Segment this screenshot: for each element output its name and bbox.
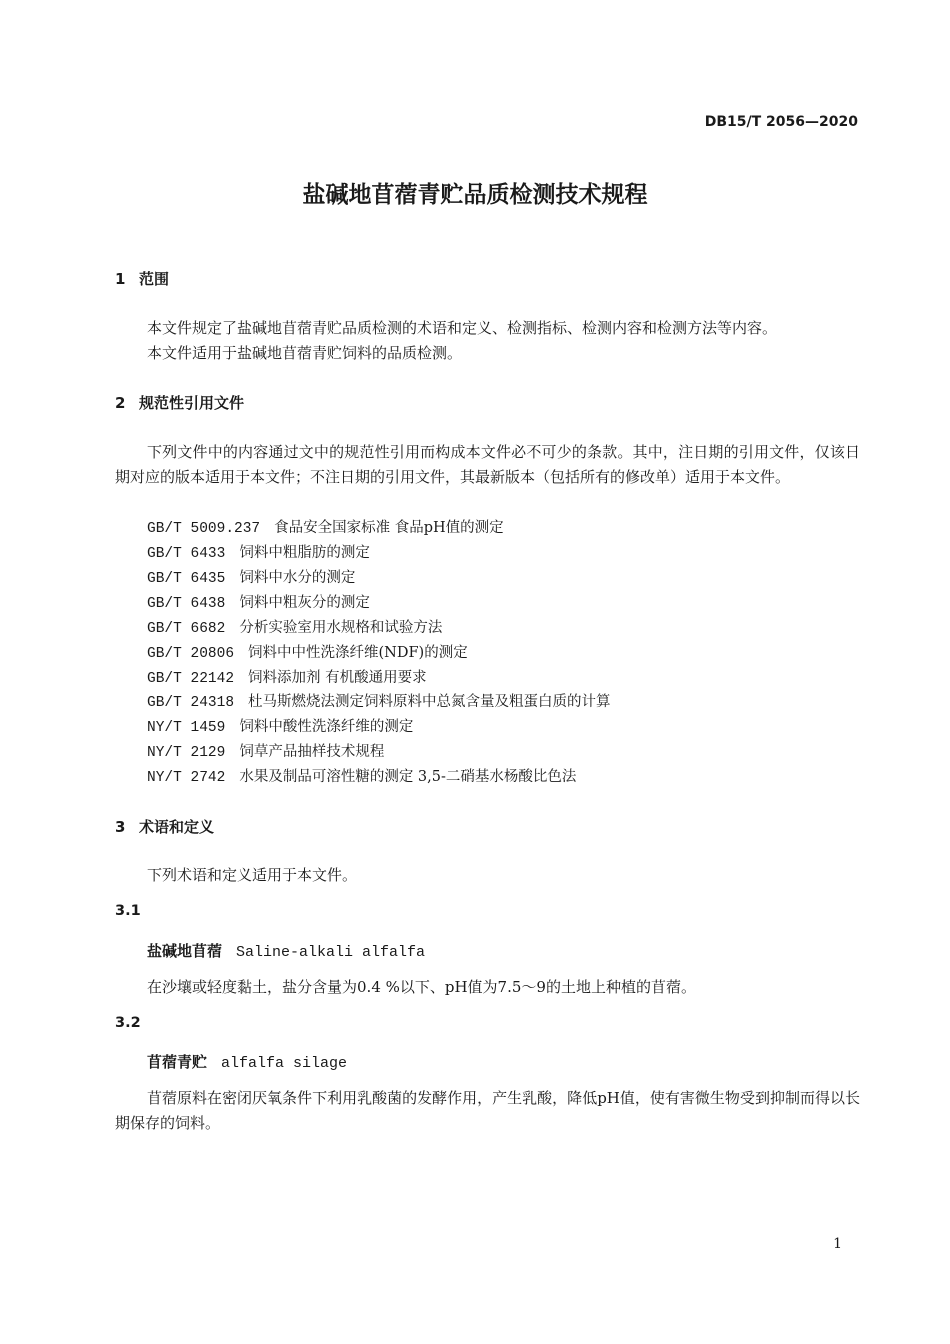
section-1-heading (115, 268, 169, 289)
reference-item (147, 616, 442, 637)
reference-code: GB/T 6682 (147, 621, 226, 637)
reference-title: 饲料中粗灰分的测定 (239, 595, 370, 611)
reference-item (147, 516, 504, 537)
reference-code: NY/T 2742 (147, 770, 226, 786)
term-definition: 苜蓿原料在密闭厌氧条件下利用乳酸菌的发酵作用，产生乳酸，降低pH值，使有害微生物受到抑制而得以长期保存的饲料。 (115, 1089, 860, 1132)
reference-code: GB/T 24318 (147, 695, 235, 711)
section-1-paragraph: 本文件适用于盐碱地苜蓿青贮饲料的品质检测。 (147, 344, 463, 362)
reference-code: GB/T 6438 (147, 596, 226, 612)
reference-item (147, 641, 468, 662)
term-heading (147, 1051, 347, 1072)
reference-title: 饲料中酸性洗涤纤维的测定 (239, 719, 414, 735)
reference-item (147, 591, 370, 612)
reference-title: 水果及制品可溶性糖的测定 3,5-二硝基水杨酸比色法 (239, 769, 577, 785)
reference-item (147, 541, 370, 562)
section-3-intro: 下列术语和定义适用于本文件。 (147, 866, 358, 884)
reference-code: NY/T 2129 (147, 745, 226, 761)
section-2-heading (115, 392, 244, 413)
reference-title: 饲料中粗脂肪的测定 (239, 545, 370, 561)
term-english: alfalfa silage (221, 1055, 348, 1072)
reference-title: 分析实验室用水规格和试验方法 (239, 620, 443, 636)
document-title: 盐碱地苜蓿青贮品质检测技术规程 (302, 182, 648, 208)
section-number: 1 (115, 270, 126, 288)
reference-item (147, 715, 413, 736)
reference-title: 饲草产品抽样技术规程 (239, 744, 385, 760)
reference-item (147, 765, 576, 786)
section-3-heading (115, 816, 214, 837)
reference-item (147, 666, 427, 687)
page-number: 1 (833, 1236, 842, 1252)
term-number: 3.2 (115, 1015, 141, 1031)
reference-item (147, 740, 384, 761)
section-title: 术语和定义 (139, 818, 215, 836)
reference-title: 食品安全国家标准 食品pH值的测定 (274, 520, 504, 536)
term-definition: 在沙壤或轻度黏土，盐分含量为0.4 %以下、pH值为7.5～9的土地上种植的苜蓿。 (147, 978, 696, 996)
term-english: Saline-alkali alfalfa (236, 944, 426, 961)
section-number: 2 (115, 394, 126, 412)
section-number: 3 (115, 818, 126, 836)
reference-code: GB/T 5009.237 (147, 521, 261, 537)
reference-code: GB/T 22142 (147, 671, 235, 687)
document-code: DB15/T 2056—2020 (704, 114, 858, 130)
term-chinese: 苜蓿青贮 (147, 1053, 208, 1071)
term-heading (147, 940, 425, 961)
reference-code: GB/T 6435 (147, 571, 226, 587)
section-1-paragraph: 本文件规定了盐碱地苜蓿青贮品质检测的术语和定义、检测指标、检测内容和检测方法等内容。 (147, 319, 778, 337)
reference-item (147, 566, 355, 587)
reference-code: GB/T 20806 (147, 646, 235, 662)
reference-title: 饲料中水分的测定 (239, 570, 356, 586)
term-number: 3.1 (115, 903, 141, 919)
reference-title: 饲料中中性洗涤纤维(NDF)的测定 (248, 645, 468, 661)
section-title: 规范性引用文件 (139, 394, 245, 412)
reference-code: NY/T 1459 (147, 720, 226, 736)
reference-title: 杜马斯燃烧法测定饲料原料中总氮含量及粗蛋白质的计算 (248, 694, 611, 710)
reference-item (147, 690, 611, 711)
section-title: 范围 (139, 270, 170, 288)
reference-code: GB/T 6433 (147, 546, 226, 562)
term-chinese: 盐碱地苜蓿 (147, 942, 223, 960)
section-2-intro: 下列文件中的内容通过文中的规范性引用而构成本文件必不可少的条款。其中，注日期的引用文件，仅该日期对应的版本适用于本文件；不注日期的引用文件，其最新版本（包括所有的修改单）适用于本文件。 (115, 443, 860, 486)
reference-title: 饲料添加剂 有机酸通用要求 (248, 670, 427, 686)
